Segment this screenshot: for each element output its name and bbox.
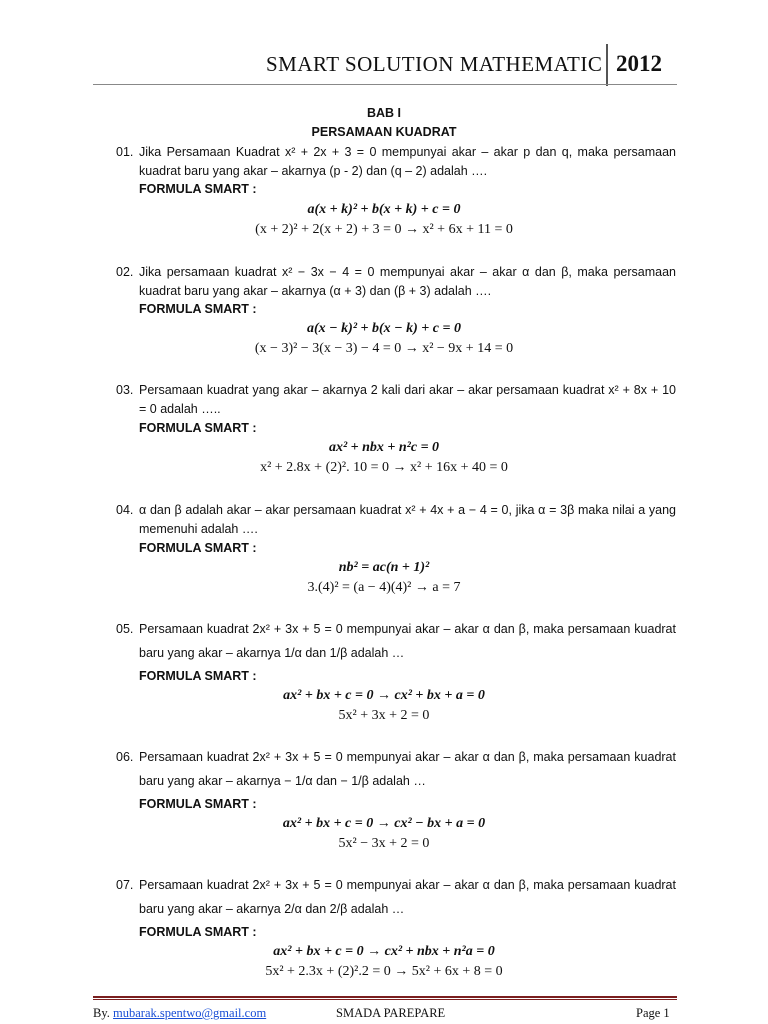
formula: a(x + k)² + b(x + k) + c = 0 bbox=[307, 202, 461, 217]
question-number: 04. bbox=[116, 503, 134, 517]
question-number: 03. bbox=[116, 383, 134, 397]
header-rule bbox=[93, 84, 677, 85]
solution: 5x² − 3x + 2 = 0 bbox=[338, 836, 430, 851]
footer-page-number: Page 1 bbox=[636, 1006, 670, 1020]
formula: ax² + bx + c = 0 → cx² + bx + a = 0 bbox=[283, 688, 485, 703]
formula-label: FORMULA SMART : bbox=[139, 925, 257, 939]
question-number: 07. bbox=[116, 878, 134, 892]
footer-rule-thin bbox=[93, 999, 677, 1000]
footer-school: SMADA PAREPARE bbox=[336, 1006, 446, 1020]
formula-label: FORMULA SMART : bbox=[139, 541, 257, 555]
question-number: 06. bbox=[116, 750, 134, 764]
footer-email-link[interactable]: mubarak.spentwo@gmail.com bbox=[113, 1006, 267, 1020]
question-text: Persamaan kuadrat 2x² + 3x + 5 = 0 mempunyai akar – akar α dan β, maka persamaan kuadrat baru yang akar – akarnya − 1/α dan − 1/β adalah … bbox=[139, 750, 676, 788]
solution: 3.(4)² = (a − 4)(4)² → a = 7 bbox=[307, 580, 461, 595]
question-number: 05. bbox=[116, 622, 134, 636]
question-number: 01. bbox=[116, 145, 134, 159]
solution: 5x² + 3x + 2 = 0 bbox=[338, 708, 430, 723]
solution: (x − 3)² − 3(x − 3) − 4 = 0 → x² − 9x + 14 = 0 bbox=[254, 341, 514, 356]
header-divider bbox=[606, 44, 608, 86]
solution: x² + 2.8x + (2)². 10 = 0 → x² + 16x + 40 = 0 bbox=[260, 460, 508, 475]
formula-label: FORMULA SMART : bbox=[139, 669, 257, 683]
formula: a(x − k)² + b(x − k) + c = 0 bbox=[307, 321, 461, 336]
question-text: α dan β adalah akar – akar persamaan kuadrat x² + 4x + a − 4 = 0, jika α = 3β maka nilai a yang memenuhi adalah …. bbox=[139, 503, 676, 536]
formula: ax² + bx + c = 0 → cx² + nbx + n²a = 0 bbox=[273, 944, 495, 959]
header-year: 2012 bbox=[616, 51, 662, 76]
formula: ax² + nbx + n²c = 0 bbox=[328, 440, 440, 455]
header-title: SMART SOLUTION MATHEMATIC bbox=[266, 52, 603, 76]
solution: (x + 2)² + 2(x + 2) + 3 = 0 → x² + 6x + 11 = 0 bbox=[255, 222, 513, 237]
footer-rule bbox=[93, 996, 677, 998]
formula-label: FORMULA SMART : bbox=[139, 797, 257, 811]
question-text: Jika persamaan kuadrat x² − 3x − 4 = 0 mempunyai akar – akar α dan β, maka persamaan kuadrat baru yang akar – akarnya (α + 3) dan (β + 3) adalah …. bbox=[139, 265, 676, 298]
solution: 5x² + 2.3x + (2)².2 = 0 → 5x² + 6x + 8 = 0 bbox=[265, 964, 503, 979]
footer-author bbox=[93, 1006, 266, 1021]
question-text: Jika Persamaan Kuadrat x² + 2x + 3 = 0 mempunyai akar – akar p dan q, maka persamaan kuadrat baru yang akar – akarnya (p - 2) dan (q – 2) adalah …. bbox=[139, 145, 676, 178]
chapter-number: BAB I bbox=[366, 106, 402, 120]
chapter-topic: PERSAMAAN KUADRAT bbox=[311, 125, 457, 139]
question-text: Persamaan kuadrat yang akar – akarnya 2 kali dari akar – akar persamaan kuadrat x² + 8x + 10 = 0 adalah ….. bbox=[139, 383, 676, 416]
formula-label: FORMULA SMART : bbox=[139, 302, 257, 316]
formula: nb² = ac(n + 1)² bbox=[338, 560, 430, 575]
formula-label: FORMULA SMART : bbox=[139, 421, 257, 435]
formula: ax² + bx + c = 0 → cx² − bx + a = 0 bbox=[282, 816, 486, 831]
formula-label: FORMULA SMART : bbox=[139, 182, 257, 196]
question-number: 02. bbox=[116, 265, 134, 279]
footer-by: By. bbox=[93, 1006, 110, 1020]
question-text: Persamaan kuadrat 2x² + 3x + 5 = 0 mempunyai akar – akar α dan β, maka persamaan kuadrat baru yang akar – akarnya 2/α dan 2/β adalah … bbox=[139, 878, 676, 916]
question-text: Persamaan kuadrat 2x² + 3x + 5 = 0 mempunyai akar – akar α dan β, maka persamaan kuadrat baru yang akar – akarnya 1/α dan 1/β adalah … bbox=[139, 622, 676, 660]
